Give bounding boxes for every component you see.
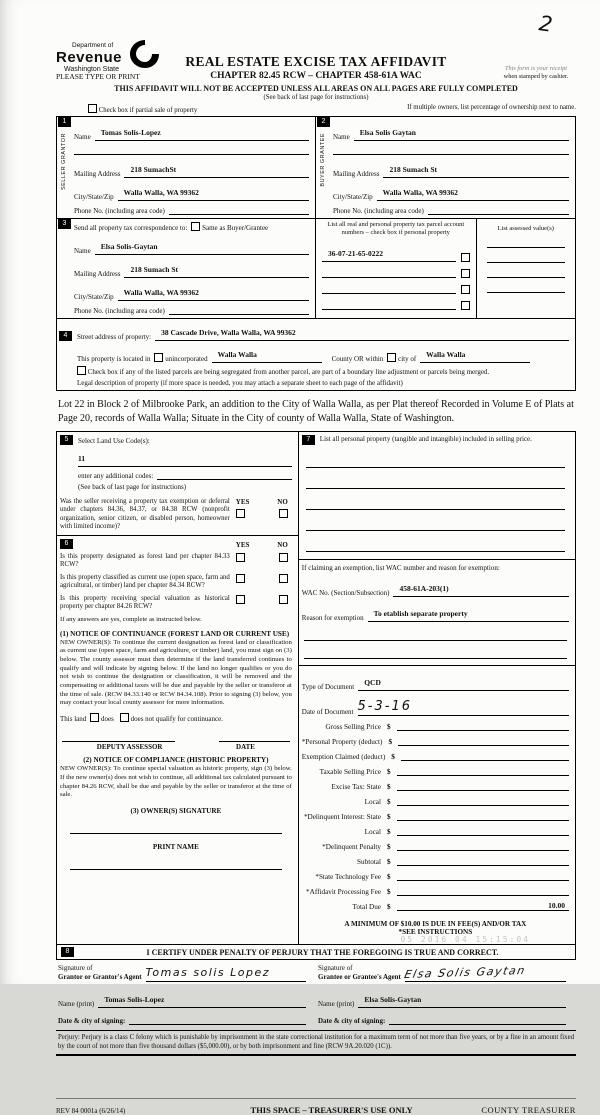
fee-line: [397, 811, 569, 821]
legal-description-label: Legal description of property (if more space is needed, you may attach a separate sheet to each page of the affidavit): [77, 379, 403, 387]
form-subtitle: CHAPTER 82.45 RCW – CHAPTER 458-61A WAC: [210, 71, 422, 81]
corr-city-field: Walla Walla, WA 99362: [118, 282, 309, 301]
legal-description-text: Lot 22 in Block 2 of Milbrooke Park, an addition to the City of Walla Walla, as per Plat thereof Recorded in Volume E of Plats at Page 20, records of Walla Walla; Situate in the City of county of Walla Walla, State of Washington.: [58, 399, 574, 424]
buyer-phone-field: [428, 205, 569, 215]
grantee-name-print-field: Elsa Solis-Gaytan: [358, 989, 566, 1008]
buyer-side-label: BUYER GRANTEE: [319, 133, 326, 187]
parties-grid: [56, 116, 576, 391]
fee-line: [397, 856, 569, 866]
parcel-line-3: [322, 284, 456, 294]
land-use-see-back: (See back of last page for instructions): [78, 483, 187, 491]
right-column: [298, 431, 576, 945]
dor-swirl-icon: [128, 38, 162, 70]
seller-city-field: Walla Walla, WA 99362: [118, 182, 309, 201]
logo-dept-text: Department of: [72, 42, 114, 49]
fee-line: [397, 766, 569, 776]
fee-label: Taxable Selling Price: [319, 768, 381, 776]
segregated-option: Check box if any of the listed parcels are being segregated from another parcel, are part of a boundary line adjustment or parcels being merged.: [77, 366, 489, 376]
grantor-signature-block: [56, 963, 316, 1025]
send-correspondence-label: Send all property tax correspondence to:: [74, 224, 188, 232]
fee-line: [397, 796, 569, 806]
faint-cashier-stamp: 05 2016 04 15:15:04: [400, 935, 530, 944]
left-column: [56, 431, 298, 945]
fee-line: [397, 721, 569, 731]
certify-section: [56, 945, 576, 960]
logo-revenue-text: Revenue: [56, 49, 123, 66]
grantor-name-print-field: Tomas Solis-Lopez: [98, 989, 306, 1008]
same-as-option: Same as Buyer/Grantee: [191, 222, 268, 232]
does-not-option: does not qualify for continuance.: [120, 713, 223, 723]
seller-side-label: SELLER GRANTOR: [60, 133, 67, 191]
unincorporated-county-field: Walla Walla: [212, 344, 322, 363]
additional-codes-label: enter any additional codes:: [78, 472, 154, 480]
notice-continuance-body: NEW OWNER(S): To continue the current designation as forest land or classification as current use (open space, farm and agriculture, or timber) land, you must sign on (3) below. The county assessor must then determine if the land transferred continues to qualify and will indicate by signing below. If the land no longer qualifies or you do not wish to continue the designation or classification, it will be removed and the compensating or additional taxes will be due and payable by the seller or transferor at the time of sale. (RCW 84.33.140 or RCW 84.34.108). Prior to signing (3) below, you may contact your local county assessor for more information.: [60, 638, 292, 707]
exemption-section: [299, 559, 575, 665]
owners-signature-label: (3) OWNER(S) SIGNATURE: [130, 806, 222, 815]
assessed-header: List assessed value(s): [497, 225, 554, 232]
reason-field: To etablish separate property: [368, 603, 569, 622]
continuance-section: 6 YES NO Is this property designated as forest land per chapter 84.33 RCW? Is this property classified as current use (open space, farm and agricultural, or timber) land per chapter 84.34 RCW? Is this property receiving special valuation as historical property per chapter 84.26 RCW? If any answers are yes, complete as instructed below. (1) NOTICE OF CONTINUANCE (FOREST LAND OR CURRENT USE) NEW OWNER(S): To continue the current designation as forest land or classification as current use (open space, farm and agriculture, or timber) land, you must sign on (3) below. The county assessor must then determine if the land transferred continues to qualify and will indicate by signing below. If the land no longer qualifies or you do not wish to continue the designation or classification, it will be removed and the compensating or additional taxes will be due and payable by the seller or transferor at the time of sale. (RCW 84.33.140 or RCW 84.34.108). Prior to signing (3) below, you may contact your local county assessor for more information. This land does does not qualify for continuance. DEPUTY ASSESSOR DATE (2) NOTICE OF COMPLIANCE (HISTORIC PROPERTY) NEW OWNER(S): To continue special valuation as historic property, sign (3) below. If the new owner(s) does not wish to continue, all additional tax calculated pursuant to chapter 84.26 RCW, shall be due and payable by the seller or transferor at the time of sale. (3) OWNER(S) SIGNATURE PRINT NAME: [57, 535, 298, 879]
seller-mailing-label: Mailing Address: [74, 170, 121, 178]
q1-no-checkbox: [279, 553, 288, 562]
assessed-values-section: [477, 219, 575, 318]
personal-property-label: List all personal property (tangible and intangible) included in selling price.: [319, 435, 532, 443]
personal-property-checkbox-2: [461, 269, 470, 278]
total-due-value: 10.00: [397, 901, 569, 911]
personal-line-5: [306, 541, 565, 552]
located-in-label: This property is located in: [77, 355, 151, 363]
fee-line: [397, 826, 569, 836]
treasurer-space-label: THIS SPACE – TREASURER'S USE ONLY: [250, 1105, 413, 1115]
if-yes-note: If any answers are yes, complete as instructed below.: [60, 615, 202, 623]
reason-line-2: [304, 630, 567, 641]
does-not-checkbox: [120, 713, 129, 722]
deferral-question: Was the seller receiving a property tax exemption or deferral under chapters 84.36, 84.37, or 84.38 RCW (nonprofit organization, senior citizen, or disabled person, homeowner with limited income)?: [60, 498, 230, 531]
date-of-document-label: Date of Document: [301, 708, 354, 716]
q2-yes-checkbox: [236, 574, 245, 583]
notice-compliance-title: (2) NOTICE OF COMPLIANCE (HISTORIC PROPERTY): [83, 756, 269, 765]
receipt-note: [482, 65, 590, 81]
corr-city-label: City/State/Zip: [74, 293, 114, 301]
parcel-header: List all real and personal property tax parcel account numbers – check box if personal property: [327, 221, 465, 237]
reason-line-3: [304, 648, 567, 659]
assessed-line-2: [487, 248, 565, 263]
county-or-label: County OR within: [331, 355, 384, 363]
total-due-label: Total Due: [352, 903, 381, 911]
fee-line: [397, 781, 569, 791]
fee-label: *State Technology Fee: [315, 873, 381, 881]
grantor-handwritten-signature: Tomas solis Lopez: [145, 966, 271, 979]
section-3-badge: 3: [58, 219, 71, 229]
personal-line-1: [306, 457, 565, 468]
buyer-section: [316, 117, 575, 218]
assessed-line-4: [487, 278, 565, 293]
segregated-checkbox: [77, 366, 86, 375]
land-use-code-field: 11: [78, 448, 292, 467]
perjury-note: Perjury: Perjury is a class C felony which is punishable by imprisonment in the state correctional institution for a maximum term of not more than five years, or by a fine in an amount fixed by the court of not more than five thousand dollars ($5,000.00), or by both imprisonment and fine (RCW 9A.20.020 (1C)).: [56, 1030, 576, 1056]
corr-mailing-field: 218 Sumach St: [124, 259, 309, 278]
grantee-sig-label: Signature of Grantee or Grantee's Agent: [318, 963, 401, 981]
grantor-date-city-label: Date & city of signing:: [58, 1017, 126, 1025]
parcel-line-4: [322, 300, 456, 310]
unincorporated-checkbox: [154, 353, 163, 362]
deferral-answer: YES NO: [236, 498, 292, 532]
buyer-name-field: Elsa Solis Gaytan: [354, 122, 569, 141]
this-land-label: This land: [60, 715, 87, 724]
wac-label: WAC No. (Section/Subsection): [301, 589, 390, 597]
fee-label: Exemption Claimed (deduct): [301, 753, 386, 761]
grantor-name-print-label: Name (print): [58, 1000, 95, 1008]
see-back-note: (See back of last page for instructions): [263, 94, 369, 101]
section-1-badge: 1: [58, 117, 71, 127]
buyer-phone-label: Phone No. (including area code): [333, 207, 424, 215]
handwritten-document-date: 5-3-16: [357, 699, 412, 714]
fee-line: [397, 871, 569, 881]
fee-line: [398, 736, 569, 746]
grantee-name-print-label: Name (print): [318, 1000, 355, 1008]
deputy-assessor-label: DEPUTY ASSESSOR: [96, 743, 163, 752]
does-checkbox: [90, 713, 99, 722]
does-option: does: [90, 713, 114, 723]
section-5-badge: 5: [60, 435, 73, 445]
q3-yes-checkbox: [236, 595, 245, 604]
unincorporated-option: unincorporated: [154, 353, 207, 363]
fee-line: [397, 886, 569, 896]
section-2-badge: 2: [317, 117, 330, 127]
personal-line-2: [306, 478, 565, 489]
section-8-badge: 8: [61, 947, 74, 957]
personal-property-checkbox-4: [461, 301, 470, 310]
buyer-mailing-label: Mailing Address: [333, 170, 380, 178]
owners-signature-line: [70, 823, 282, 834]
section-4-badge: 4: [59, 331, 72, 341]
type-of-document-label: Type of Document: [301, 683, 355, 691]
footer: [56, 1098, 576, 1115]
fee-line: [397, 841, 569, 851]
handwritten-page-number: 2: [537, 11, 554, 37]
fee-label: Subtotal: [357, 858, 381, 866]
form-title: REAL ESTATE EXCISE TAX AFFIDAVIT: [185, 54, 447, 69]
personal-property-checkbox-1: [461, 253, 470, 262]
corr-mailing-label: Mailing Address: [74, 270, 121, 278]
property-address-section: [57, 318, 575, 390]
grantee-date-city-label: Date & city of signing:: [318, 1017, 386, 1025]
please-type-note: PLEASE TYPE OR PRINT: [56, 72, 140, 81]
corr-phone-field: [169, 305, 309, 315]
tax-correspondence-section: [57, 219, 316, 318]
grantor-signature-line: [146, 963, 306, 982]
seller-city-label: City/State/Zip: [74, 193, 114, 201]
land-use-label: Select Land Use Code(s):: [78, 437, 150, 445]
land-use-section: [57, 432, 298, 535]
logo-state-text: Washington State: [64, 66, 119, 73]
fee-label: *Delinquent Interest: State: [303, 813, 381, 821]
fee-label: *Delinquent Penalty: [322, 843, 381, 851]
q1-yes-checkbox: [236, 553, 245, 562]
corr-name-field: Elsa Solis-Gaytan: [95, 236, 309, 255]
grantee-date-city-field: [389, 1015, 566, 1025]
city-of-checkbox: [387, 353, 396, 362]
fee-label: Gross Selling Price: [325, 723, 381, 731]
personal-line-4: [306, 520, 565, 531]
street-address-label: Street address of property:: [77, 333, 152, 341]
partial-sale-option: [88, 104, 197, 114]
seller-name-extra-line: [74, 145, 309, 155]
grantee-signature-line: [405, 963, 566, 982]
notice-compliance-body: NEW OWNER(S): To continue special valuation as historic property, sign (3) below. If the new owner(s) does not wish to continue, all additional tax calculated pursuant to chapter 84.26 RCW, shall be due and payable by the seller or transferor at the time of sale.: [60, 765, 292, 799]
receipt-note-line2: when stamped by cashier.: [503, 72, 569, 80]
exemption-claim-label: If claiming an exemption, list WAC number and reason for exemption:: [301, 564, 500, 572]
minimum-fee-note: A MINIMUM OF $10.00 IS DUE IN FEE(S) AND/OR TAX: [344, 920, 527, 928]
q3-no-checkbox: [279, 595, 288, 604]
buyer-city-label: City/State/Zip: [333, 193, 373, 201]
fee-label: *Personal Property (deduct): [301, 738, 383, 746]
seller-mailing-field: 218 SumachSt: [124, 159, 309, 178]
buyer-name-extra-line: [333, 145, 569, 155]
seller-name-label: Name: [74, 133, 91, 141]
receipt-note-line1: This form is your receipt: [504, 65, 568, 72]
form-revision: REV 84 0001a (6/26/14): [56, 1107, 126, 1115]
deferral-no-checkbox: [279, 509, 288, 518]
multiple-owners-note: If multiple owners, list percentage of ownership next to name.: [407, 104, 576, 111]
seller-section: [57, 117, 316, 218]
deputy-date-line: [219, 731, 290, 742]
additional-codes-field: [157, 470, 292, 480]
seller-name-field: Tomas Solis-Lopez: [95, 122, 309, 141]
seller-phone-label: Phone No. (including area code): [74, 207, 165, 215]
grantor-sig-label: Signature of Grantor or Grantor's Agent: [58, 963, 142, 981]
fee-line: [401, 751, 569, 761]
fee-label: Local: [364, 828, 381, 836]
assessed-line-1: [487, 233, 565, 248]
grantee-signature-block: [316, 963, 576, 1025]
q2-no-checkbox: [279, 574, 288, 583]
section-6-badge: 6: [60, 539, 73, 549]
seller-phone-field: [169, 205, 309, 215]
wac-field: 458-61A-203(1): [393, 578, 569, 597]
certify-statement: I CERTIFY UNDER PENALTY OF PERJURY THAT THE FOREGOING IS TRUE AND CORRECT.: [146, 947, 499, 957]
personal-line-3: [306, 499, 565, 510]
assessed-line-3: [487, 263, 565, 278]
print-name-label: PRINT NAME: [152, 842, 199, 851]
fee-label: Local: [364, 798, 381, 806]
type-of-document-field: QCD: [358, 672, 569, 691]
buyer-mailing-field: 218 Sumach St: [383, 159, 569, 178]
grantee-handwritten-signature: Elsa Solis Gaytan: [403, 963, 528, 982]
city-of-option: city of: [387, 353, 416, 363]
personal-property-checkbox-3: [461, 285, 470, 294]
forest-land-question: Is this property designated as forest land per chapter 84.33 RCW?: [60, 552, 230, 569]
historical-question: Is this property receiving special valuation as historical property per chapter 84.26 RCW?: [60, 594, 230, 611]
date-of-document-field: [358, 697, 569, 716]
print-name-line: [70, 859, 282, 870]
see-instructions-note: *SEE INSTRUCTIONS: [398, 928, 473, 936]
current-use-question: Is this property classified as current use (open space, farm and agricultural, or timber) land per chapter 84.34 RCW?: [60, 573, 230, 590]
corr-name-label: Name: [74, 247, 91, 255]
partial-sale-checkbox: [88, 104, 97, 113]
section-7-badge: 7: [302, 435, 315, 445]
signatures-row: [56, 963, 576, 1025]
notice-continuance-title: (1) NOTICE OF CONTINUANCE (FOREST LAND OR CURRENT USE): [60, 629, 290, 638]
parcel-line-2: [322, 268, 456, 278]
document-and-fees-section: Type of Document QCD Date of Document 5-3-16 Gross Selling Price $ *Personal Property (deduct) $ Exemption Claimed (deduct) $ Taxable Selling Price $ Excise Tax: State $ Local $ *Delinquent Interest: State $ Local $ *Delinquent Penalty $ Subtotal $ *State Technology Fee $ *Affidavit Processing Fee $ Total Due $ 10.00 A MINIMUM OF $10.00 IS DUE IN FEE(S) AND/OR TAX *SEE INSTRUCTIONS: [299, 665, 575, 944]
fee-label: Excise Tax: State: [331, 783, 381, 791]
city-of-field: Walla Walla: [420, 344, 530, 363]
reason-label: Reason for exemption: [301, 614, 364, 622]
county-treasurer-label: COUNTY TREASURER: [481, 1105, 576, 1115]
partial-sale-label: Check box if partial sale of property: [98, 107, 198, 114]
parcel-numbers-section: [316, 219, 477, 318]
grantor-date-city-field: [129, 1015, 306, 1025]
deputy-assessor-line: [62, 731, 175, 742]
corr-phone-label: Phone No. (including area code): [74, 307, 165, 315]
form-warning: THIS AFFIDAVIT WILL NOT BE ACCEPTED UNLESS ALL AREAS ON ALL PAGES ARE FULLY COMPLETED: [114, 84, 518, 93]
deputy-date-label: DATE: [236, 743, 255, 752]
personal-property-section: [299, 432, 575, 559]
buyer-city-field: Walla Walla, WA 99362: [377, 182, 569, 201]
deferral-yes-checkbox: [236, 509, 245, 518]
parcel-line-1: 36-07-21-65-0222: [322, 243, 456, 262]
buyer-name-label: Name: [333, 133, 350, 141]
fee-label: *Affidavit Processing Fee: [306, 888, 381, 896]
street-address-field: 38 Cascade Drive, Walla Walla, WA 99362: [155, 322, 569, 341]
same-as-checkbox: [191, 222, 200, 231]
